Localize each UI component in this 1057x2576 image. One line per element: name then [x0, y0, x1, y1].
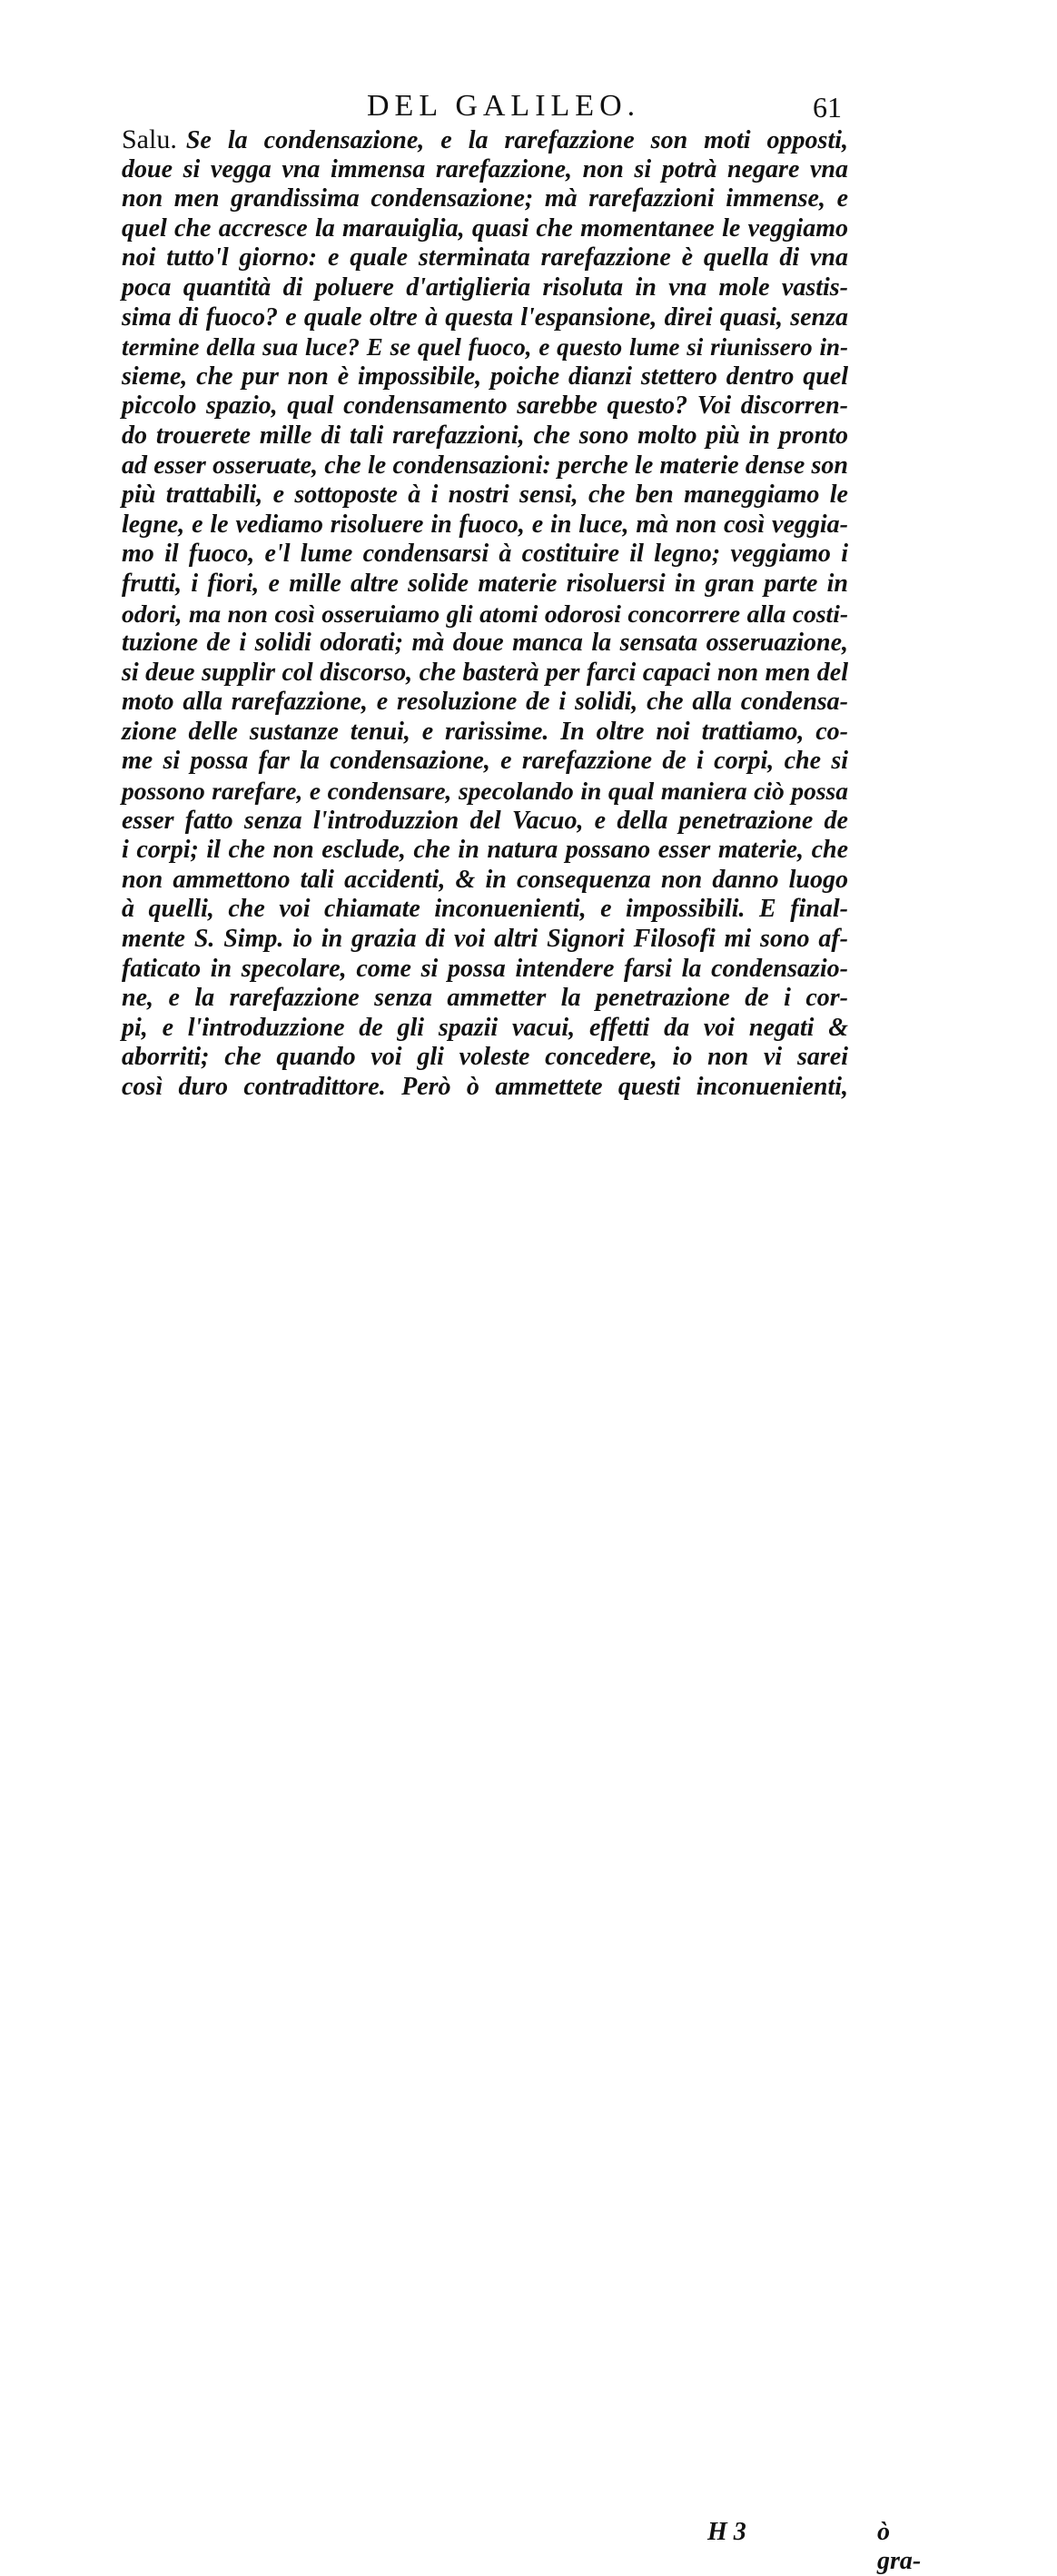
catchline [122, 1259, 922, 2575]
text-line: mo il fuoco, e'l lume condensarsi à costituire il legno; veggiamo i [122, 540, 848, 569]
text-line: faticato in specolare, come si possa intendere farsi la condensazio- [122, 954, 848, 983]
text-line: termine della sua luce? E se quel fuoco, e questo lume si riunissero in- [122, 333, 848, 362]
text-line: esser fatto senza l'introduzzion del Vacuo, e della penetrazione de [122, 806, 848, 835]
text-line: zione delle sustanze tenui, e rarissime. In oltre noi trattiamo, co- [122, 717, 848, 746]
text-line: me si possa far la condensazione, e rarefazzione de i corpi, che si [122, 747, 848, 776]
signature-mark: H 3 [707, 2518, 746, 2546]
text-line: frutti, i fiori, e mille altre solide materie risoluersi in gran parte in [122, 569, 848, 598]
text-line: possono rarefare, e condensare, specolando in qual maniera ciò possa [122, 777, 848, 806]
text-line: poca quantità di poluere d'artiglieria risoluta in vna mole vastis- [122, 272, 848, 302]
running-head: DEL GALILEO. [367, 89, 641, 123]
text-line: ad esser osseruate, che le condensazioni: perche le materie dense son [122, 451, 848, 480]
text-line: mente S. Simp. io in grazia di voi altri Signori Filosofi mi sono af- [122, 925, 848, 954]
text-line: ne, e la rarefazzione senza ammetter la penetrazione de i cor- [122, 984, 848, 1013]
text-line: quel che accresce la marauiglia, quasi che momentanee le veggiamo [122, 213, 848, 243]
body-text [122, 125, 848, 1103]
page-number: 61 [813, 91, 842, 124]
text-line: non ammettono tali accidenti, & in consequenza non danno luogo [122, 865, 848, 894]
text-line: non men grandissima condensazione; mà rarefazzioni immense, e [122, 184, 848, 213]
text-line: sima di fuoco? e quale oltre à questa l'espansione, direi quasi, senza [122, 302, 848, 332]
text-line: Salu. Se la condensazione, e la rarefazzione son moti opposti, [122, 124, 848, 154]
text-line: sieme, che pur non è impossibile, poiche dianzi stettero dentro quel [122, 362, 848, 391]
text-line: legne, e le vediamo risoluere in fuoco, e in luce, mà non così veggia- [122, 510, 848, 539]
text-line: doue si vegga vna immensa rarefazzione, non si potrà negare vna [122, 154, 848, 183]
text-line: aborriti; che quando voi gli voleste concedere, io non vi sarei [122, 1043, 848, 1072]
text-line: pi, e l'introduzzione de gli spazii vacui, effetti da voi negati & [122, 1013, 848, 1042]
text-line: si deue supplir col discorso, che basterà per farci capaci non men del [122, 658, 848, 687]
text-line: tuzione de i solidi odorati; mà doue manca la sensata osseruazione, [122, 629, 848, 658]
text-line: i corpi; il che non esclude, che in natura possano esser materie, che [122, 836, 848, 865]
catchword: ò gra- [877, 2518, 922, 2575]
text-line: più trattabili, e sottoposte à i nostri sensi, che ben maneggiamo le [122, 481, 848, 510]
text-line: così duro contradittore. Però ò ammettete questi inconuenienti, [122, 1073, 848, 1101]
text-line: odori, ma non così osseruiamo gli atomi odorosi concorrere alla costi- [122, 599, 848, 628]
text-line: noi tutto'l giorno: e quale sterminata rarefazzione è quella di vna [122, 243, 848, 272]
speaker-label: Salu. [122, 124, 177, 154]
text-line: do trouerete mille di tali rarefazzioni, che sono molto più in pronto [122, 421, 848, 450]
text-line: à quelli, che voi chiamate inconuenienti, e impossibili. E final- [122, 895, 848, 924]
text-line: moto alla rarefazzione, e resoluzione de i solidi, che alla condensa- [122, 688, 848, 717]
text-line: piccolo spazio, qual condensamento sarebbe questo? Voi discorren- [122, 391, 848, 421]
